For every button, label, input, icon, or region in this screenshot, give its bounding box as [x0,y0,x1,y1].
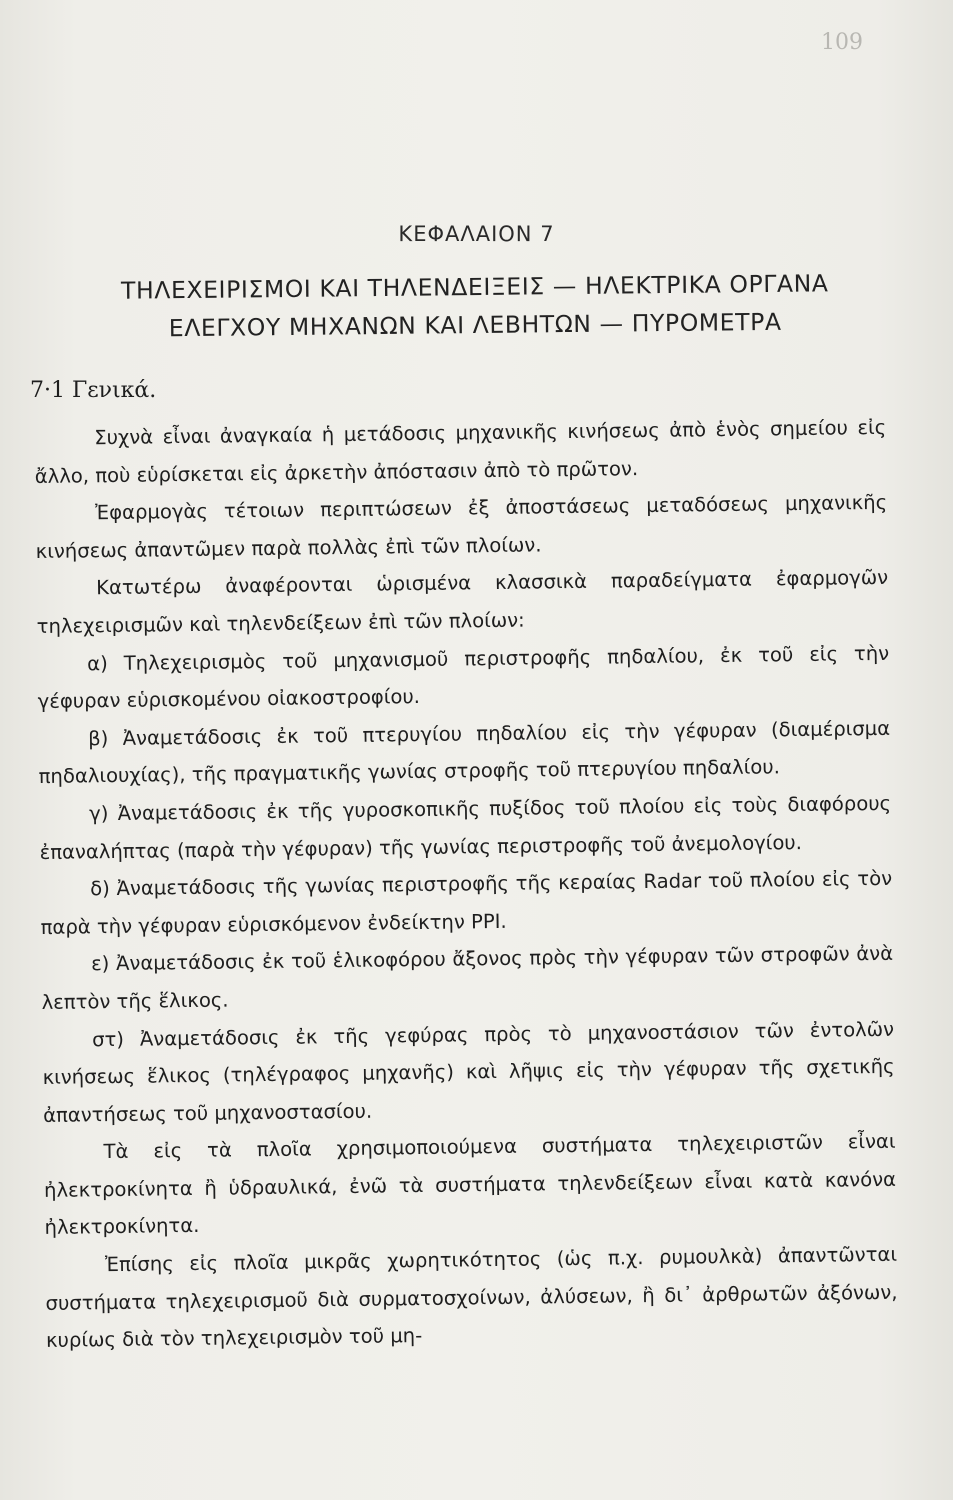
list-item-f: στ) Ἀναμετάδοσις ἐκ τῆς γεφύρας πρὸς τὸ μηχανοστάσιον τῶν ἐντολῶν κινήσεως ἕλικος (τηλέγραφος μηχανῆς) καὶ λῆψις εἰς τὴν γέφυραν τῆς σχετικῆς ἀπαντήσεως τοῦ μηχανοστασίου. [42,1017,895,1127]
chapter-title-line-2: ΕΛΕΓΧΟΥ ΜΗΧΑΝΩΝ ΚΑΙ ΛΕΒΗΤΩΝ — ΠΥΡΟΜΕΤΡΑ [168,307,782,343]
list-item-a: α) Τηλεχειρισμὸς τοῦ μηχανισμοῦ περιστροφῆς πηδαλίου, ἐκ τοῦ εἰς τὴν γέφυραν εὑρισκομένου οἰακοστροφίου. [37,641,890,714]
list-item-c: γ) Ἀναμετάδοσις ἐκ τῆς γυροσκοπικῆς πυξίδος τοῦ πλοίου εἰς τοὺς διαφόρους ἐπαναλήπτας (παρὰ τὴν γέφυραν) τῆς γωνίας περιστροφῆς τοῦ ἀνεμολογίου. [39,791,892,864]
paragraph-small-vessels: Ἐπίσης εἰς πλοῖα μικρᾶς χωρητικότητος (ὡς π.χ. ρυμουλκὰ) ἀπαντῶνται συστήματα τηλεχειρισμοῦ διὰ συρματοσχοίνων, ἀλύσεων, ἢ δι᾽ ἀρθρωτῶν ἀξόνων, κυρίως διὰ τὸν τηλεχειρισμὸν τοῦ μη- [45,1242,898,1353]
body-text [34,409,898,1360]
chapter-title-line-1: ΤΗΛΕΧΕΙΡΙΣΜΟΙ ΚΑΙ ΤΗΛΕΝΔΕΙΞΕΙΣ — ΗΛΕΚΤΡΙΚΑ ΟΡΓΑΝΑ [120,269,829,305]
paragraph-systems: Τὰ εἰς τὰ πλοῖα χρησιμοποιούμενα συστήματα τηλεχειριστῶν εἶναι ἠλεκτροκίνητα ἢ ὑδραυλικά, ἐνῶ τὰ συστήματα τηλενδείξεων εἶναι κατὰ κανόνα ἠλεκτροκίνητα. [43,1130,897,1240]
paragraph-intro: Συχνὰ εἶναι ἀναγκαία ἡ μετάδοσις μηχανικῆς κινήσεως ἀπὸ ἑνὸς σημείου εἰς ἄλλο, ποὺ εὑρίσκεται εἰς ἀρκετὴν ἀπόστασιν ἀπὸ τὸ πρῶτον. [34,415,887,488]
list-item-b: β) Ἀναμετάδοσις ἐκ τοῦ πτερυγίου πηδαλίου εἰς τὴν γέφυραν (διαμέρισμα πηδαλιουχίας), τῆς πραγματικῆς γωνίας στροφῆς τοῦ πτερυγίου πηδαλίου. [38,716,891,789]
page-number: 109 [821,30,863,55]
list-item-d: δ) Ἀναμετάδοσις τῆς γωνίας περιστροφῆς τῆς κεραίας Radar τοῦ πλοίου εἰς τὸν παρὰ τὴν γέφυραν εὑρισκόμενον ἐνδείκτην PPI. [40,866,893,939]
chapter-label: ΚΕΦΑΛΑΙΟΝ 7 [398,222,555,246]
section-heading: 7·1 Γενικά. [30,378,157,403]
paragraph-examples-intro: Κατωτέρω ἀναφέρονται ὡρισμένα κλασσικὰ παραδείγματα ἐφαρμογῶν τηλεχειρισμῶν καὶ τηλενδείξεων ἐπὶ τῶν πλοίων: [36,566,889,638]
list-item-e: ε) Ἀναμετάδοσις ἐκ τοῦ ἑλικοφόρου ἄξονος πρὸς τὴν γέφυραν τῶν στροφῶν ἀνὰ λεπτὸν τῆς ἕλικος. [41,942,894,1014]
paragraph-applications: Ἐφαρμογὰς τέτοιων περιπτώσεων ἐξ ἀποστάσεως μεταδόσεως μηχανικῆς κινήσεως ἀπαντῶμεν παρὰ πολλὰς ἐπὶ τῶν πλοίων. [35,491,888,563]
chapter-title [40,263,911,348]
